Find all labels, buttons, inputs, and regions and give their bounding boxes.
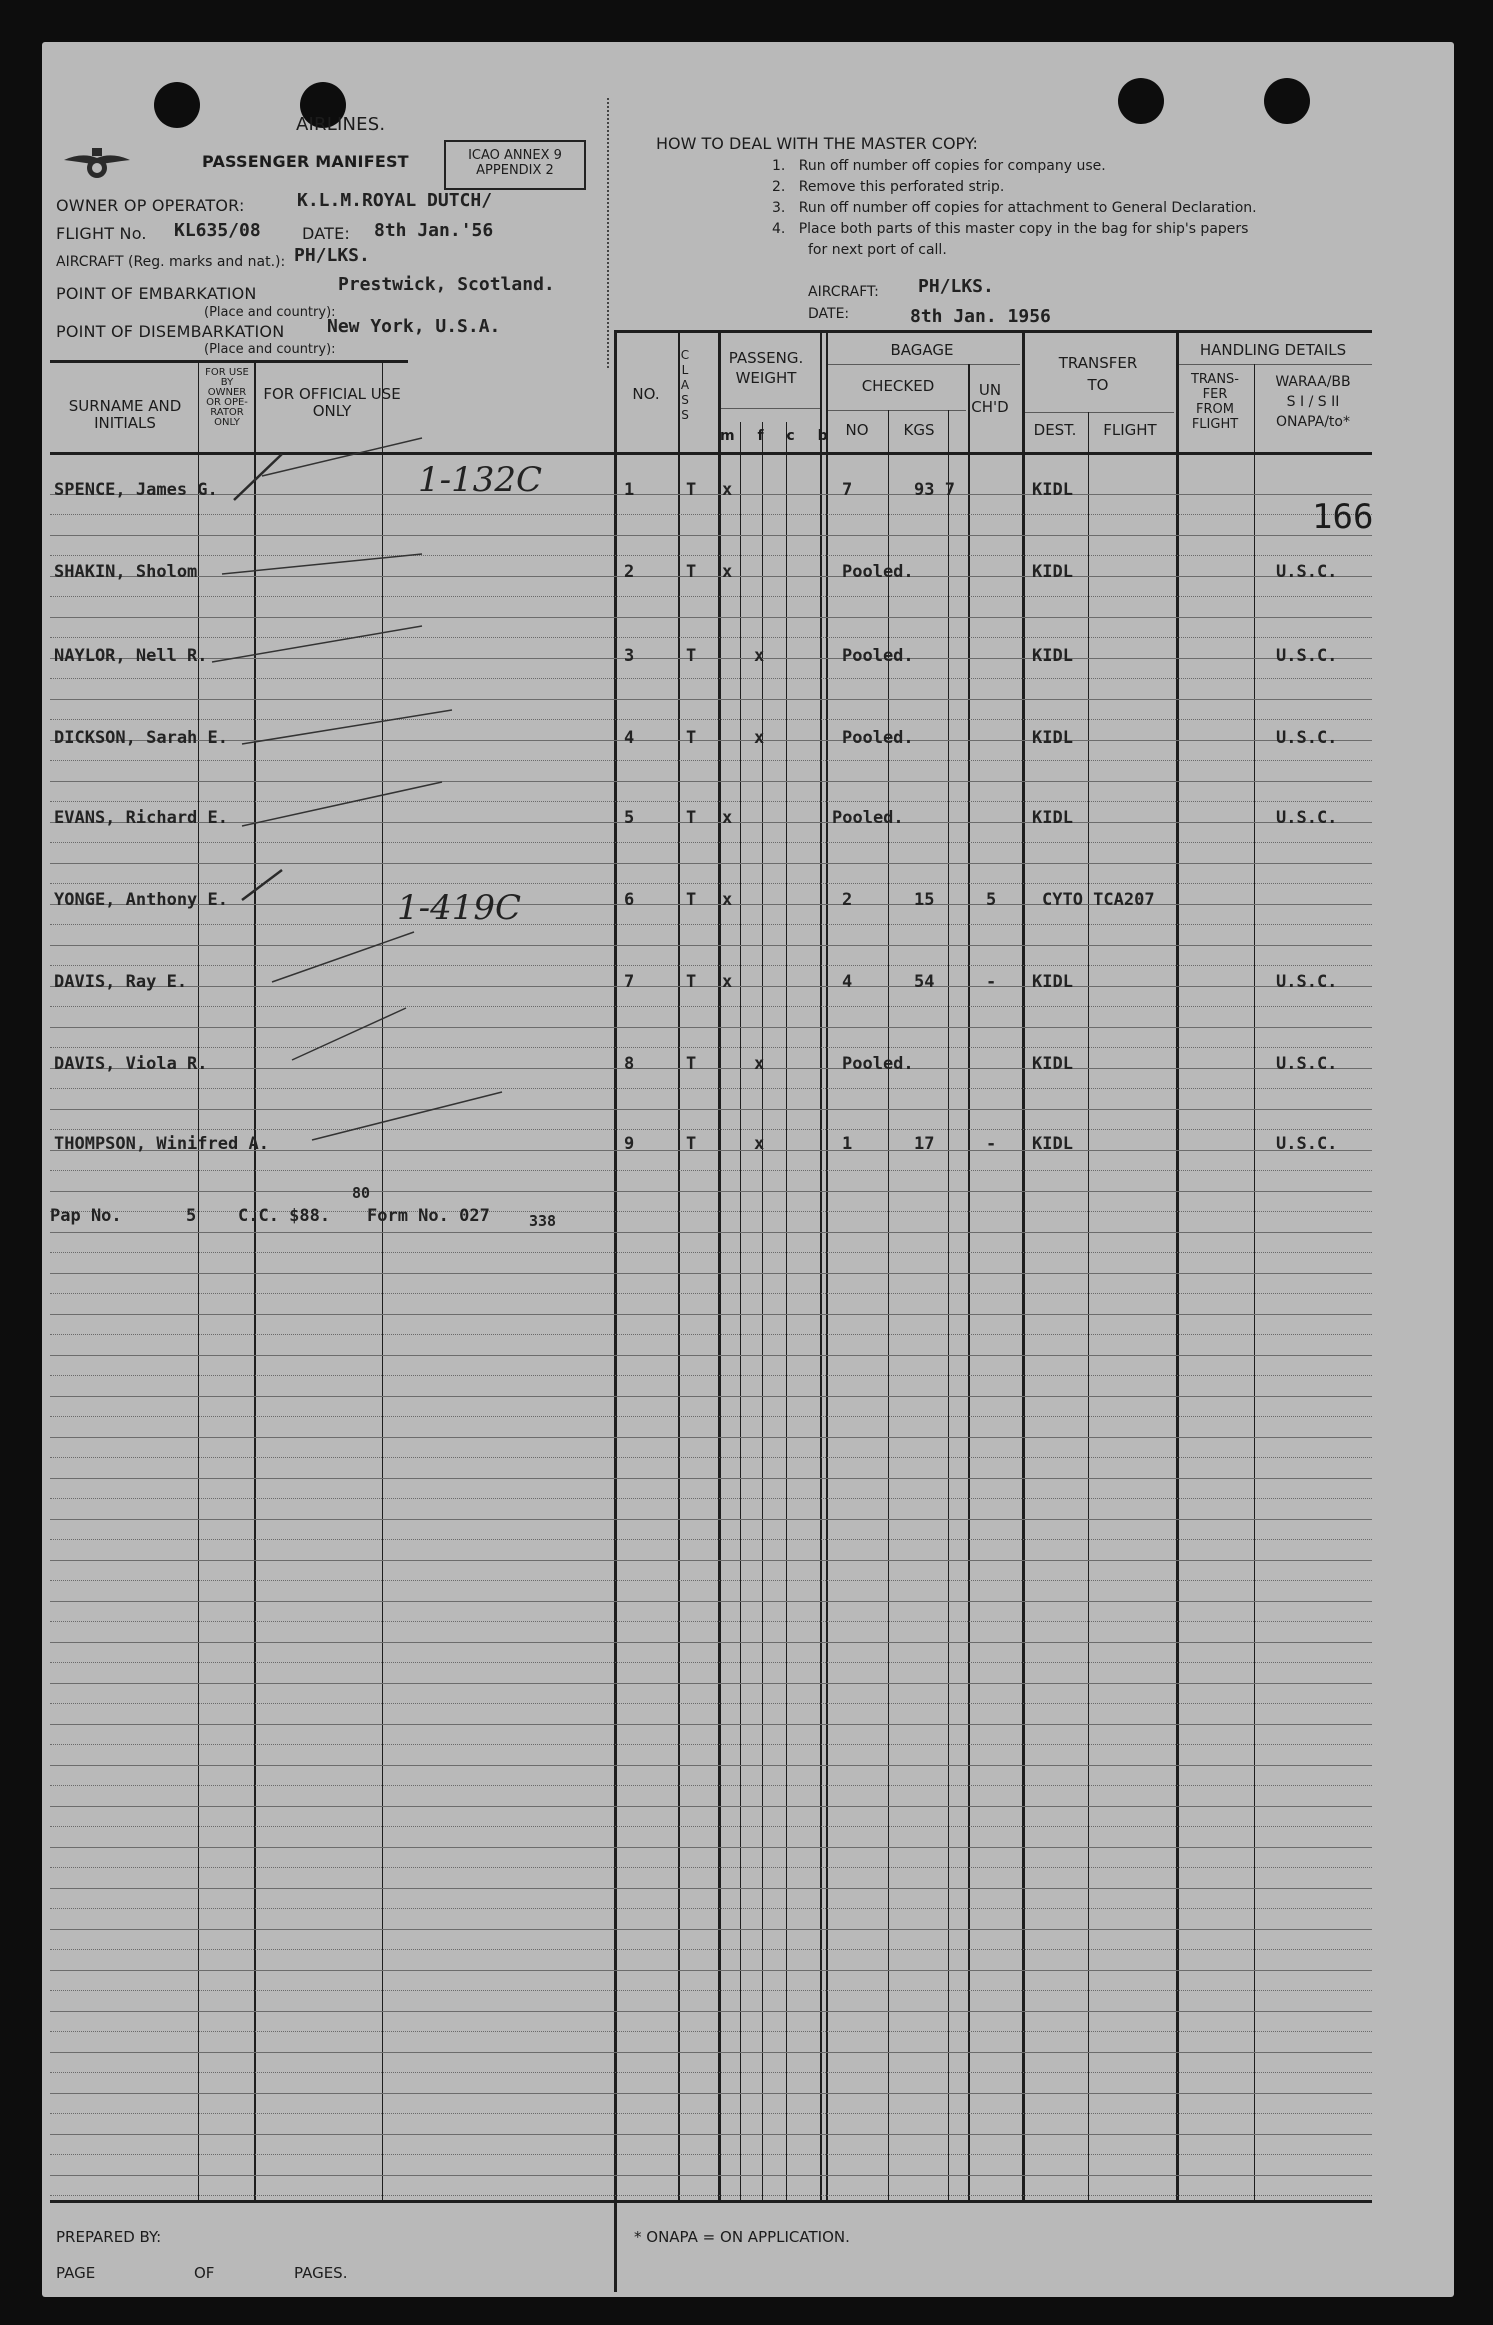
- passenger-name: YONGE, Anthony E.: [54, 890, 228, 910]
- grid-row-line: [50, 1437, 1372, 1438]
- icao-line2: APPENDIX 2: [476, 163, 554, 178]
- grid-row-line: [50, 1642, 1372, 1643]
- baggage-unchecked: 5: [986, 890, 997, 910]
- baggage-unchecked: -: [986, 972, 997, 992]
- col-bagage: BAGAGE: [890, 341, 954, 359]
- col-checked: CHECKED: [861, 377, 935, 395]
- passenger-weight-mark: x: [754, 1054, 765, 1074]
- grid-vline: [968, 364, 970, 2200]
- prepared-by: PREPARED BY:: [56, 2228, 162, 2246]
- rule-bagage: [826, 364, 1020, 365]
- instruction-1-text: Run off number off copies for company use.: [798, 158, 1106, 174]
- passenger-name: DICKSON, Sarah E.: [54, 728, 228, 748]
- rule-bottom: [50, 2200, 1372, 2203]
- official-entry-1: 1-132C: [418, 460, 543, 500]
- col-passeng-l1: PASSENG.: [728, 349, 804, 367]
- passenger-class: T: [686, 972, 697, 992]
- instr-date-value: 8th Jan. 1956: [910, 306, 1051, 327]
- grid-row-line: [50, 1232, 1372, 1233]
- rule-checked: [826, 410, 966, 411]
- col-surname: SURNAME AND INITIALS: [68, 397, 182, 432]
- instruction-4-num: 4.: [772, 221, 786, 237]
- passenger-no: 5: [624, 808, 635, 828]
- grid-vline: [740, 422, 741, 2200]
- baggage-kgs: 17: [914, 1134, 935, 1154]
- passenger-class: T: [686, 480, 697, 500]
- grid-row-line: [50, 1970, 1372, 1971]
- col-handling: HANDLING DETAILS: [1199, 341, 1347, 359]
- col-unchd-l2: CH'D: [971, 398, 1009, 416]
- grid-row-dotted: [50, 1252, 1372, 1253]
- grid-row-line: [50, 1560, 1372, 1561]
- grid-vline: [820, 330, 822, 2200]
- baggage-kgs: 15: [914, 890, 935, 910]
- grid-vline: [826, 330, 828, 2200]
- grid-row-line: [50, 1314, 1372, 1315]
- handling-code: U.S.C.: [1276, 562, 1338, 582]
- grid-row-dotted: [50, 1293, 1372, 1294]
- grid-row-dotted: [50, 1375, 1372, 1376]
- instruction-1-num: 1.: [772, 158, 786, 174]
- passenger-name: DAVIS, Viola R.: [54, 1054, 208, 1074]
- col-checked-no: NO: [845, 421, 869, 439]
- grid-row-dotted: [50, 1662, 1372, 1663]
- passenger-class: T: [686, 562, 697, 582]
- page-label: PAGE: [56, 2264, 96, 2282]
- transfer-dest: KIDL: [1032, 728, 1073, 748]
- grid-row-line: [50, 2175, 1372, 2176]
- grid-row-dotted: [50, 1457, 1372, 1458]
- grid-row-dotted: [50, 1539, 1372, 1540]
- passenger-no: 9: [624, 1134, 635, 1154]
- col-no: NO.: [632, 385, 660, 403]
- grid-row-line: [50, 2011, 1372, 2012]
- passenger-weight-mark: x: [722, 562, 733, 582]
- transfer-dest: KIDL: [1032, 1054, 1073, 1074]
- punch-hole: [1264, 78, 1310, 124]
- passenger-class: T: [686, 808, 697, 828]
- col-dest: DEST.: [1033, 421, 1077, 439]
- grid-row-dotted: [50, 1826, 1372, 1827]
- grid-vline: [786, 422, 787, 2200]
- baggage-kgs: 93 7: [914, 480, 955, 500]
- col-owner-use-l1: FOR USE: [205, 367, 249, 378]
- col-flight: FLIGHT: [1103, 421, 1157, 439]
- date-value: 8th Jan.'56: [374, 220, 494, 241]
- page-number: 166: [1312, 497, 1374, 537]
- grid-row-dotted: [50, 2031, 1372, 2032]
- grid-row-line: [50, 1519, 1372, 1520]
- handling-code: U.S.C.: [1276, 1054, 1338, 1074]
- disembarkation-sub: (Place and country):: [204, 342, 336, 357]
- col-transfer-from-l3: FROM: [1196, 402, 1234, 417]
- rule-transfer: [1024, 412, 1174, 413]
- passenger-no: 6: [624, 890, 635, 910]
- instr-date-label: DATE:: [808, 306, 850, 322]
- passenger-weight-mark: x: [754, 1134, 765, 1154]
- grid-row-line: [50, 1806, 1372, 1807]
- airline-heading: AIRLINES.: [296, 114, 386, 135]
- icao-line1: ICAO ANNEX 9: [468, 148, 562, 163]
- official-entry-6: 1-419C: [397, 888, 522, 928]
- col-waraa-l2: S I / S II: [1286, 394, 1340, 410]
- grid-row-dotted: [50, 1416, 1372, 1417]
- passenger-name: DAVIS, Ray E.: [54, 972, 188, 992]
- owner-value: K.L.M.ROYAL DUTCH/: [297, 190, 493, 211]
- handling-code: U.S.C.: [1276, 646, 1338, 666]
- instruction-4-text: Place both parts of this master copy in the bag for ship's papers: [798, 221, 1249, 237]
- col-passeng: [714, 348, 818, 388]
- transfer-dest: KIDL: [1032, 808, 1073, 828]
- baggage-checked-no: 2: [842, 890, 853, 910]
- disembarkation-label: POINT OF DISEMBARKATION: [56, 322, 285, 341]
- col-transfer-l1: TRANSFER: [1058, 354, 1138, 372]
- form-suffix: 338: [529, 1212, 557, 1230]
- manifest-sheet: [42, 42, 1454, 2297]
- passenger-name: THOMPSON, Winifred A.: [54, 1134, 269, 1154]
- col-transfer-from-l2: FER: [1202, 387, 1228, 402]
- owner-label: OWNER OP OPERATOR:: [56, 196, 245, 215]
- passenger-weight-mark: x: [754, 646, 765, 666]
- baggage-pooled: Pooled.: [842, 728, 914, 748]
- cc-value: C.C. $88.: [238, 1206, 331, 1226]
- transfer-dest: KIDL: [1032, 646, 1073, 666]
- col-official-l2: ONLY: [312, 402, 352, 420]
- grid-row-dotted: [50, 1785, 1372, 1786]
- passenger-no: 1: [624, 480, 635, 500]
- grid-row-dotted: [50, 1498, 1372, 1499]
- disembarkation-value: New York, U.S.A.: [327, 316, 501, 337]
- transfer-dest: KIDL: [1032, 480, 1073, 500]
- baggage-checked-no: 4: [842, 972, 853, 992]
- grid-row-dotted: [50, 2113, 1372, 2114]
- passenger-weight-mark: x: [722, 480, 733, 500]
- passenger-weight-mark: x: [722, 890, 733, 910]
- col-class: CLASS: [680, 348, 690, 422]
- grid-vline: [1254, 364, 1255, 2200]
- grid-row-dotted: [50, 1621, 1372, 1622]
- grid-row-line: [50, 1888, 1372, 1889]
- grid-row-dotted: [50, 2195, 1372, 2196]
- grid-row-line: [50, 2052, 1372, 2053]
- transfer-dest: KIDL: [1032, 562, 1073, 582]
- passenger-no: 3: [624, 646, 635, 666]
- grid-row-line: [50, 1847, 1372, 1848]
- pap-label: Pap No.: [50, 1206, 122, 1226]
- passenger-name: NAYLOR, Nell R.: [54, 646, 208, 666]
- instructions-title: HOW TO DEAL WITH THE MASTER COPY:: [656, 134, 978, 153]
- onapa-note: * ONAPA = ON APPLICATION.: [634, 2228, 850, 2246]
- flight-label: FLIGHT No.: [56, 224, 147, 243]
- grid-row-line: [50, 1765, 1372, 1766]
- grid-row-line: [50, 1396, 1372, 1397]
- baggage-pooled: Pooled.: [842, 646, 914, 666]
- grid-row-dotted: [50, 2072, 1372, 2073]
- grid-row-dotted: [50, 1908, 1372, 1909]
- embarkation-value: Prestwick, Scotland.: [338, 274, 555, 295]
- passenger-no: 2: [624, 562, 635, 582]
- transfer-dest: CYTO TCA207: [1042, 890, 1155, 910]
- col-owner-use-l4: OR OPE-: [206, 397, 248, 408]
- check-marks: [42, 42, 642, 1202]
- col-unchd: [962, 382, 1018, 416]
- col-weight-sub: m f c b: [720, 428, 837, 444]
- grid-vline: [1176, 330, 1179, 2200]
- grid-row-line: [50, 1355, 1372, 1356]
- passenger-no: 4: [624, 728, 635, 748]
- form-title: PASSENGER MANIFEST: [202, 152, 409, 171]
- passenger-class: T: [686, 646, 697, 666]
- handling-code: U.S.C.: [1276, 728, 1338, 748]
- grid-vline: [1022, 330, 1025, 2200]
- of-label: OF: [194, 2264, 215, 2282]
- rule-passeng: [718, 408, 820, 409]
- instruction-3-num: 3.: [772, 200, 786, 216]
- flight-value: KL635/08: [174, 220, 261, 241]
- cc-correction: 80: [352, 1184, 371, 1202]
- instruction-4: [772, 219, 1248, 240]
- handling-code: U.S.C.: [1276, 972, 1338, 992]
- grid-vline: [718, 330, 721, 2200]
- col-transfer-from: [1178, 372, 1252, 432]
- grid-row-line: [50, 1601, 1372, 1602]
- baggage-unchecked: -: [986, 1134, 997, 1154]
- col-owner-use-l3: OWNER: [207, 387, 247, 398]
- grid-row-dotted: [50, 1990, 1372, 1991]
- col-official-l1: FOR OFFICIAL USE: [263, 385, 401, 403]
- instruction-2-text: Remove this perforated strip.: [798, 179, 1005, 195]
- grid-vline: [1088, 412, 1089, 2200]
- instruction-4-cont: for next port of call.: [808, 242, 947, 258]
- grid-row-dotted: [50, 1334, 1372, 1335]
- col-owner-use-l2: BY: [220, 377, 234, 388]
- col-transfer-from-l4: FLIGHT: [1191, 417, 1239, 432]
- instruction-3: [772, 198, 1257, 219]
- grid-vline: [678, 330, 680, 2200]
- baggage-checked-no: 7: [842, 480, 853, 500]
- passenger-no: 8: [624, 1054, 635, 1074]
- aircraft-label: AIRCRAFT (Reg. marks and nat.):: [56, 254, 286, 270]
- grid-row-dotted: [50, 1703, 1372, 1704]
- passenger-no: 7: [624, 972, 635, 992]
- grid-row-line: [50, 1683, 1372, 1684]
- handling-code: U.S.C.: [1276, 808, 1338, 828]
- col-transfer: [1024, 352, 1172, 396]
- date-label: DATE:: [302, 224, 351, 243]
- col-transfer-l2: TO: [1087, 376, 1109, 394]
- grid-row-dotted: [50, 1580, 1372, 1581]
- passenger-name: SPENCE, James G.: [54, 480, 218, 500]
- passenger-class: T: [686, 1054, 697, 1074]
- grid-row-line: [50, 1724, 1372, 1725]
- baggage-pooled: Pooled.: [842, 562, 914, 582]
- col-unchd-l1: UN: [978, 381, 1002, 399]
- col-transfer-from-l1: TRANS-: [1190, 372, 1239, 387]
- grid-row-line: [50, 2093, 1372, 2094]
- grid-row-line: [50, 1929, 1372, 1930]
- rule-handling: [1178, 364, 1372, 365]
- col-owner-use-l6: ONLY: [214, 417, 240, 428]
- aircraft-value: PH/LKS.: [294, 245, 370, 266]
- pages-label: PAGES.: [294, 2264, 348, 2282]
- passenger-class: T: [686, 1134, 697, 1154]
- grid-row-line: [50, 1273, 1372, 1274]
- passenger-weight-mark: x: [722, 972, 733, 992]
- grid-row-dotted: [50, 1867, 1372, 1868]
- embarkation-label: POINT OF EMBARKATION: [56, 284, 257, 303]
- col-owner-use-l5: RATOR: [210, 407, 244, 418]
- instruction-2: [772, 177, 1004, 198]
- transfer-dest: KIDL: [1032, 1134, 1073, 1154]
- transfer-dest: KIDL: [1032, 972, 1073, 992]
- col-passeng-l2: WEIGHT: [735, 369, 797, 387]
- handling-code: U.S.C.: [1276, 1134, 1338, 1154]
- passenger-weight-mark: x: [754, 728, 765, 748]
- rule-top-right: [614, 330, 1372, 333]
- col-waraa-l1: WARAA/BB: [1275, 374, 1351, 390]
- instruction-2-num: 2.: [772, 179, 786, 195]
- passenger-name: EVANS, Richard E.: [54, 808, 228, 828]
- grid-row-line: [50, 2134, 1372, 2135]
- passenger-weight-mark: x: [722, 808, 733, 828]
- col-checked-kgs: KGS: [903, 421, 935, 439]
- pap-value: 5: [186, 1206, 197, 1226]
- form-number: Form No. 027: [367, 1206, 490, 1226]
- passenger-name: SHAKIN, Sholom: [54, 562, 198, 582]
- baggage-kgs: 54: [914, 972, 935, 992]
- passenger-class: T: [686, 890, 697, 910]
- instruction-3-text: Run off number off copies for attachment to General Declaration.: [798, 200, 1257, 216]
- grid-vline: [762, 422, 763, 2200]
- grid-row-dotted: [50, 2154, 1372, 2155]
- col-waraa-l3: ONAPA/to*: [1276, 414, 1350, 430]
- col-waraa: [1258, 372, 1368, 432]
- passenger-class: T: [686, 728, 697, 748]
- instruction-1: [772, 156, 1106, 177]
- grid-row-dotted: [50, 1949, 1372, 1950]
- grid-row-line: [50, 1478, 1372, 1479]
- punch-hole: [1118, 78, 1164, 124]
- grid-row-dotted: [50, 1744, 1372, 1745]
- embarkation-sub: (Place and country):: [204, 305, 336, 320]
- baggage-checked-no: 1: [842, 1134, 853, 1154]
- instr-aircraft-value: PH/LKS.: [918, 276, 994, 297]
- baggage-pooled: Pooled.: [832, 808, 904, 828]
- baggage-pooled: Pooled.: [842, 1054, 914, 1074]
- instr-aircraft-label: AIRCRAFT:: [808, 284, 879, 300]
